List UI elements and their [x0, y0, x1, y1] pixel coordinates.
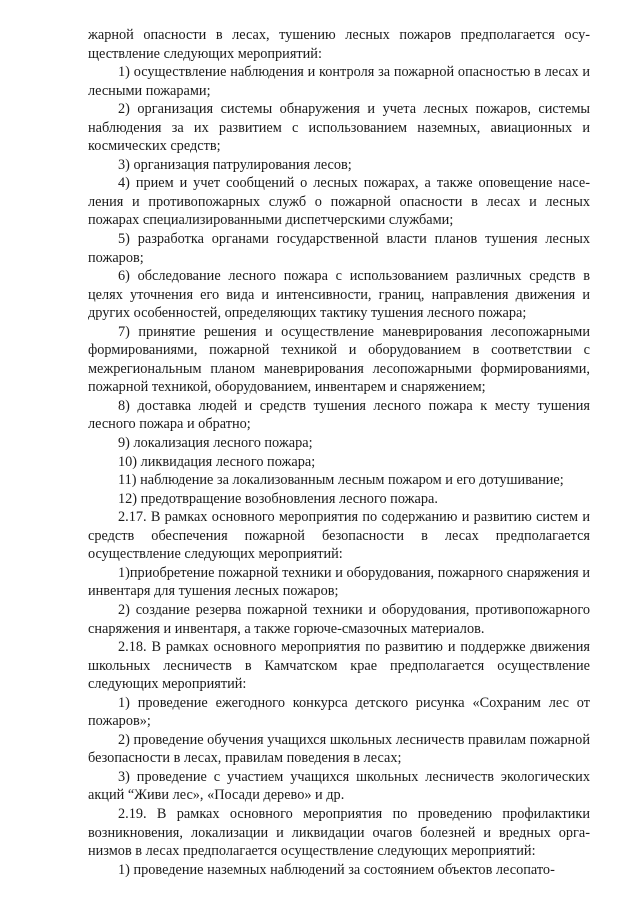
paragraph-22: 1) проведение наземных наблюдений за состоянием объектов лесопато-: [118, 861, 555, 878]
paragraph-1: жарной опасности в лесах, тушению лесных пожаров предполагается осуществление следующих мероприятий:: [88, 27, 590, 62]
paragraph-17: 2.18. В рамках основного мероприятия по развитию и поддержке движения школьных лесничеств в Камчатском крае предполагается осуществление следующих мероприятий:: [88, 639, 590, 693]
paragraph-3: 2) организация системы обнаружения и учета лесных пожаров, системы наблюдения за их развитием с использованием наземных, авиационных и космических средств;: [88, 101, 590, 155]
document-page: [88, 26, 590, 879]
paragraph-11: 10) ликвидация лесного пожара;: [118, 453, 316, 470]
paragraph-9: 8) доставка людей и средств тушения лесного пожара к месту тушения лесного пожара и обратно;: [88, 397, 590, 433]
paragraph-18: 1) проведение ежегодного конкурса детского рисунка «Сохраним лес от пожаров»;: [88, 694, 590, 730]
paragraph-2: 1) осуществление наблюдения и контроля за пожарной опасностью в лесах и лесными пожарами;: [88, 64, 590, 99]
paragraph-16: 2) создание резерва пожарной техники и оборудования, противопожарного снаряжения и инвентаря, а также горюче-смазочных материалов.: [88, 601, 590, 637]
paragraph-14: 2.17. В рамках основного мероприятия по содержанию и развитию систем и средств обеспечения пожарной безопасности в лесах предполагается осуществление следующих мероприятий:: [88, 509, 590, 563]
paragraph-12: 11) наблюдение за локализованным лесным пожаром и его дотушивание;: [118, 472, 564, 489]
paragraph-15: 1)приобретение пожарной техники и оборудования, пожарного снаряжения и инвентаря для тушения лесных пожаров;: [88, 564, 590, 600]
paragraph-6: 5) разработка органами государственной власти планов тушения лесных пожаров;: [88, 231, 590, 266]
paragraph-10: 9) локализация лесного пожара;: [118, 435, 313, 452]
paragraph-20: 3) проведение с участием учащихся школьных лесничеств экологических акций “Живи лес», «Посади дерево» и др.: [88, 768, 590, 804]
paragraph-7: 6) обследование лесного пожара с использованием различных средств в целях уточнения его вида и интенсивности, границ, направления движения и других особенностей, определяющих тактику тушения лесного пожара;: [88, 268, 590, 322]
paragraph-4: 3) организация патрулирования лесов;: [118, 156, 352, 173]
paragraph-21: 2.19. В рамках основного мероприятия по проведению профилактики возникновения, локализации и ликвидации очагов болезней и вредных организмов в лесах предполагается осуществление следующих мероприятий:: [88, 805, 590, 860]
paragraph-8: 7) принятие решения и осуществление маневрирования лесопожарными формированиями, пожарной техникой и оборудованием в соответствии с межрегиональным планом маневрирования лесопожарными формированиями, пожарной техникой, оборудованием, инвентарем и снаряжением;: [88, 323, 590, 396]
paragraph-5: 4) прием и учет сообщений о лесных пожарах, а также оповещение населения и противопожарных служб о пожарной опасности в лесах и лесных пожарах специализированными диспетчерскими службами;: [88, 175, 590, 229]
paragraph-13: 12) предотвращение возобновления лесного пожара.: [118, 490, 438, 507]
paragraph-19: 2) проведение обучения учащихся школьных лесничеств правилам пожарной безопасности в лесах, правилам поведения в лесах;: [88, 731, 590, 767]
